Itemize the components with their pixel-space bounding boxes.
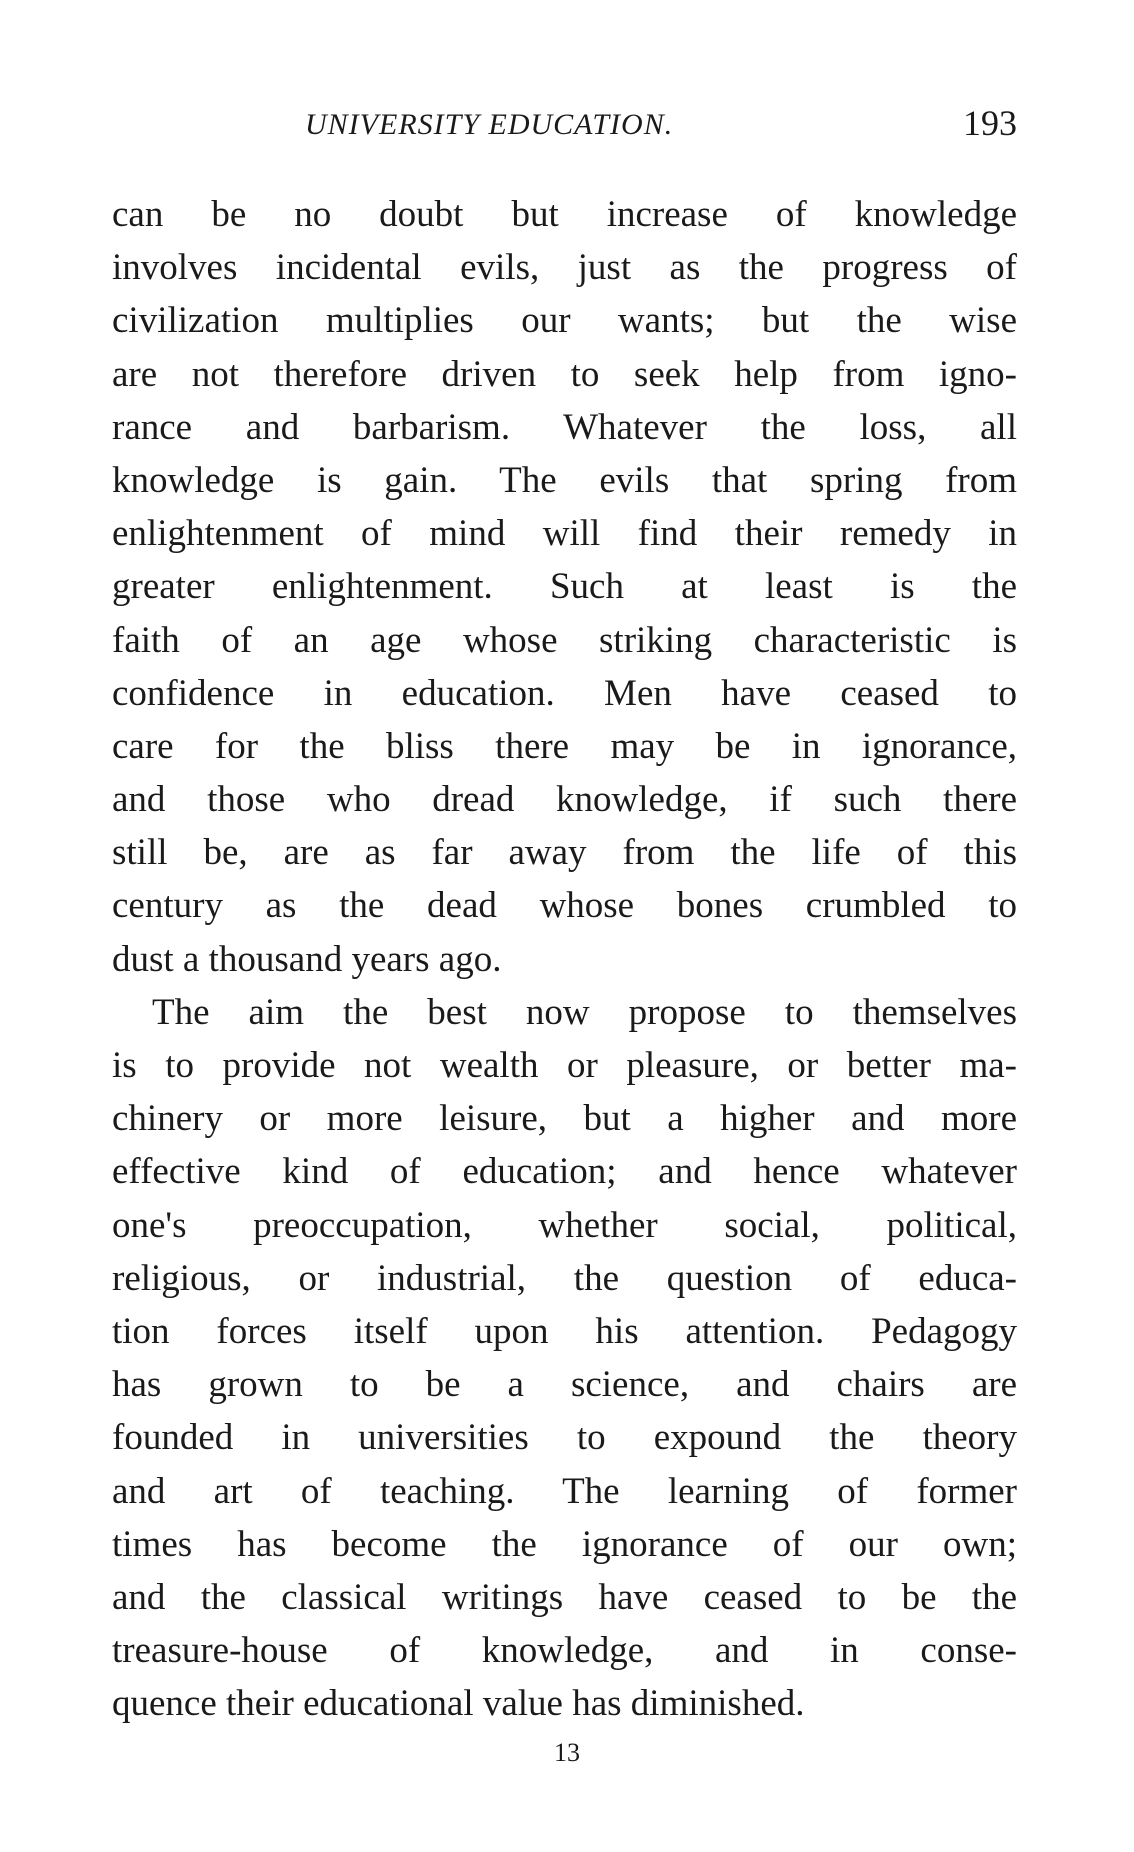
text-line: and art of teaching. The learning of former [112,1470,1017,1512]
text-line: effective kind of education; and hence whatever [112,1151,1017,1193]
text-line: civilization multiplies our wants; but the wise [112,300,1017,342]
text-line: involves incidental evils, just as the progress of [112,247,1017,289]
text-line: knowledge is gain. The evils that spring from [112,459,1017,501]
text-line: can be no doubt but increase of knowledge [112,194,1017,235]
signature-mark: 13 [554,1738,580,1767]
text-line: and those who dread knowledge, if such there [112,779,1017,821]
text-line: dust a thousand years ago. [112,938,502,980]
text-line: treasure-house of knowledge, and in conse- [112,1630,1017,1672]
text-line: has grown to be a science, and chairs are [112,1364,1017,1406]
running-header [112,100,1017,150]
text-line: is to provide not wealth or pleasure, or better ma- [112,1045,1017,1086]
running-title: UNIVERSITY EDUCATION. [305,108,674,141]
text-line: still be, are as far away from the life of this [112,832,1017,874]
paragraph [112,188,1017,986]
text-line: tion forces itself upon his attention. Pedagogy [112,1310,1017,1352]
text-line: century as the dead whose bones crumbled to [112,885,1017,927]
text-line: care for the bliss there may be in ignorance, [112,725,1017,767]
paragraph [112,986,1017,1731]
text-line: and the classical writings have ceased to be the [112,1576,1017,1618]
text-line: confidence in education. Men have ceased to [112,672,1017,714]
body-text [112,188,1017,1730]
text-line: are not therefore driven to seek help from igno- [112,353,1017,395]
page-number: 193 [963,103,1017,143]
text-line: quence their educational value has diminished. [112,1683,805,1725]
text-line: founded in universities to expound the theory [112,1417,1017,1459]
text-line: times has become the ignorance of our own; [112,1523,1017,1565]
text-line: chinery or more leisure, but a higher and more [112,1098,1017,1140]
text-line: one's preoccupation, whether social, political, [112,1204,1017,1246]
text-line: rance and barbarism. Whatever the loss, all [112,406,1017,448]
text-line: faith of an age whose striking characteristic is [112,619,1017,661]
text-line: The aim the best now propose to themselves [152,991,1017,1033]
text-line: religious, or industrial, the question of educa- [112,1257,1017,1299]
text-line: enlightenment of mind will find their remedy in [112,513,1017,555]
text-line: greater enlightenment. Such at least is the [112,566,1017,608]
